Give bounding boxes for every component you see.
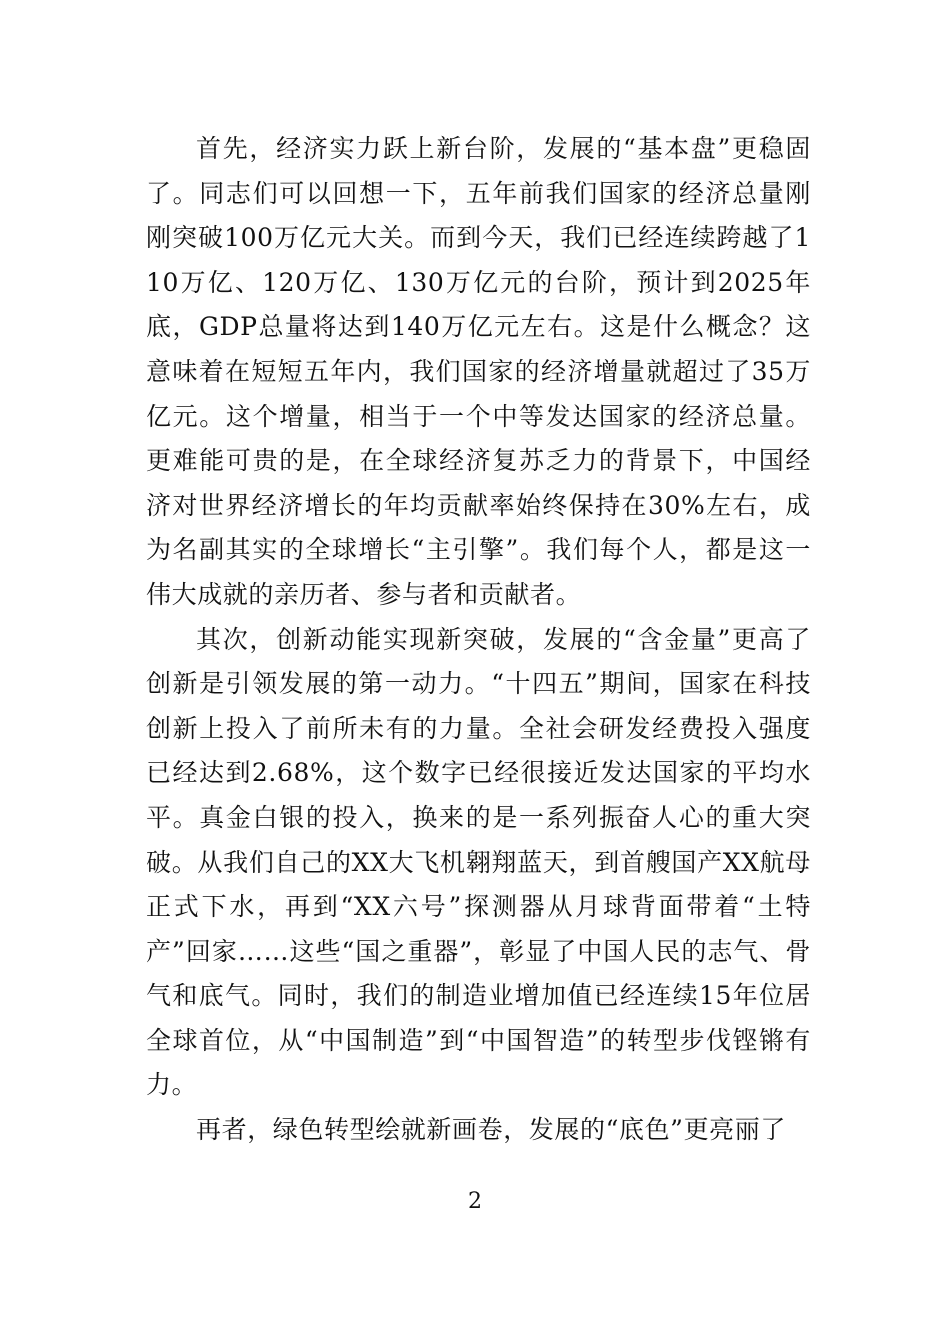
paragraph-economic-strength: 首先，经济实力跃上新台阶，发展的“基本盘”更稳固了。同志们可以回想一下，五年前我们国家的经济总量刚刚突破100万亿元大关。而到今天，我们已经连续跨越了110万亿、120万亿、130万亿元的台阶，预计到2025年底，GDP总量将达到140万亿元左右。这是什么概念？这意味着在短短五年内，我们国家的经济增量就超过了35万亿元。这个增量，相当于一个中等发达国家的经济总量。更难能可贵的是，在全球经济复苏乏力的背景下，中国经济对世界经济增长的年均贡献率始终保持在30%左右，成为名副其实的全球增长“主引擎”。我们每个人，都是这一伟大成就的亲历者、参与者和贡献者。: [146, 134, 811, 609]
page-number: 2: [468, 1189, 482, 1214]
paragraph-green-transition: 再者，绿色转型绘就新画卷，发展的“底色”更亮丽了: [196, 1115, 786, 1145]
paragraph-innovation: 其次，创新动能实现新突破，发展的“含金量”更高了创新是引领发展的第一动力。“十四五”期间，国家在科技创新上投入了前所未有的力量。全社会研发经费投入强度已经达到2.68%，这个数字已经很接近发达国家的平均水平。真金白银的投入，换来的是一系列振奋人心的重大突破。从我们自己的XX大飞机翱翔蓝天，到首艘国产XX航母正式下水，再到“XX六号”探测器从月球背面带着“土特产”回家……这些“国之重器”，彰显了中国人民的志气、骨气和底气。同时，我们的制造业增加值已经连续15年位居全球首位，从“中国制造”到“中国智造”的转型步伐铿锵有力。: [146, 624, 811, 1100]
body-text: [146, 127, 811, 1153]
